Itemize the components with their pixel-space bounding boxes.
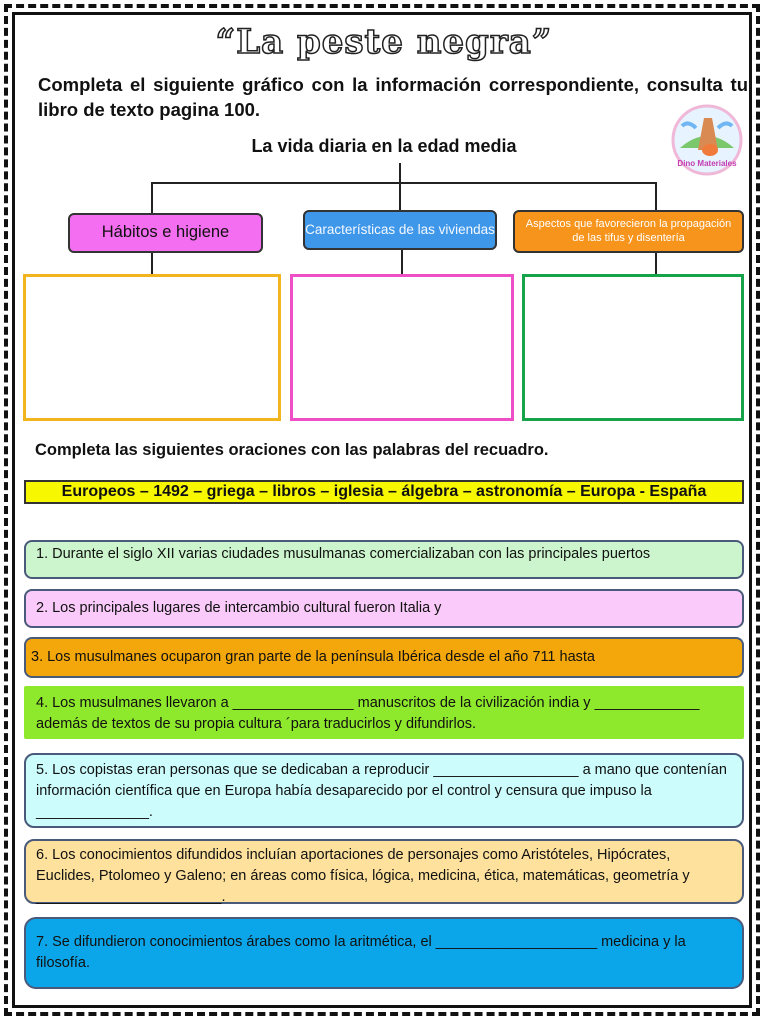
sentence-2-text: 2. Los principales lugares de intercambio cultural fueron Italia y <box>36 600 442 616</box>
diagram-title: La vida diaria en la edad media <box>251 136 517 156</box>
logo-text: Dino Materiales <box>677 159 737 168</box>
worksheet-title: “La peste negra” <box>215 22 553 62</box>
category-habits-hygiene: Hábitos e higiene <box>68 213 263 253</box>
sentence-1-text: 1. Durante el siglo XII varias ciudades musulmanas comercializaban con las principales puertos <box>36 546 651 562</box>
sentence-6-text: 6. Los conocimientos difundidos incluían aportaciones de personajes como Aristóteles, Hipócrates, Euclides, Ptolomeo y Galeno; en áreas como física, lógica, medicina, ética, matemáticas, geometría y _______________________. <box>36 847 690 905</box>
sentence-5[interactable] <box>24 753 744 828</box>
instructions: Completa el siguiente gráfico con la información correspondiente, consulta tu libro de texto pagina 100. <box>38 74 748 120</box>
connector-drop-3 <box>655 182 657 211</box>
sentence-3[interactable] <box>24 637 744 678</box>
sentence-5-text: 5. Los copistas eran personas que se dedicaban a reproducir __________________ a mano que contenían información científica que en Europa había desaparecido por el control y censura que impuso la ______________. <box>36 762 727 820</box>
sentence-4[interactable] <box>24 686 744 739</box>
connector-drop-2 <box>399 182 401 211</box>
connector-drop-1 <box>151 182 153 214</box>
sentence-6[interactable] <box>24 839 744 904</box>
category-disease-factors: Aspectos que favorecieron la propagación de las tifus y disentería <box>513 210 744 253</box>
sentence-1[interactable] <box>24 540 744 579</box>
sentence-3-text: 3. Los musulmanes ocuparon gran parte de la península Ibérica desde el año 711 hasta <box>31 649 595 665</box>
sentence-7[interactable] <box>24 917 744 989</box>
section2-heading: Completa las siguientes oraciones con las palabras del recuadro. <box>35 441 549 459</box>
connector-down-1 <box>151 253 153 274</box>
answer-box-housing[interactable] <box>290 274 514 421</box>
connector-horizontal <box>151 182 657 184</box>
answer-box-disease[interactable] <box>522 274 744 421</box>
connector-down-2 <box>401 250 403 274</box>
category-housing: Características de las viviendas <box>303 210 497 250</box>
sentence-2[interactable] <box>24 589 744 628</box>
sentence-7-text: 7. Se difundieron conocimientos árabes como la aritmética, el ____________________ medicina y la filosofía. <box>36 934 686 971</box>
word-bank: Europeos – 1492 – griega – libros – iglesia – álgebra – astronomía – Europa - España <box>24 480 744 504</box>
answer-box-habits[interactable] <box>23 274 281 421</box>
sentence-4-text: 4. Los musulmanes llevaron a _______________ manuscritos de la civilización india y _____________ además de textos de su propia cultura ´para traducirlos y difundirlos. <box>36 695 700 732</box>
connector-vertical-top <box>399 163 401 183</box>
